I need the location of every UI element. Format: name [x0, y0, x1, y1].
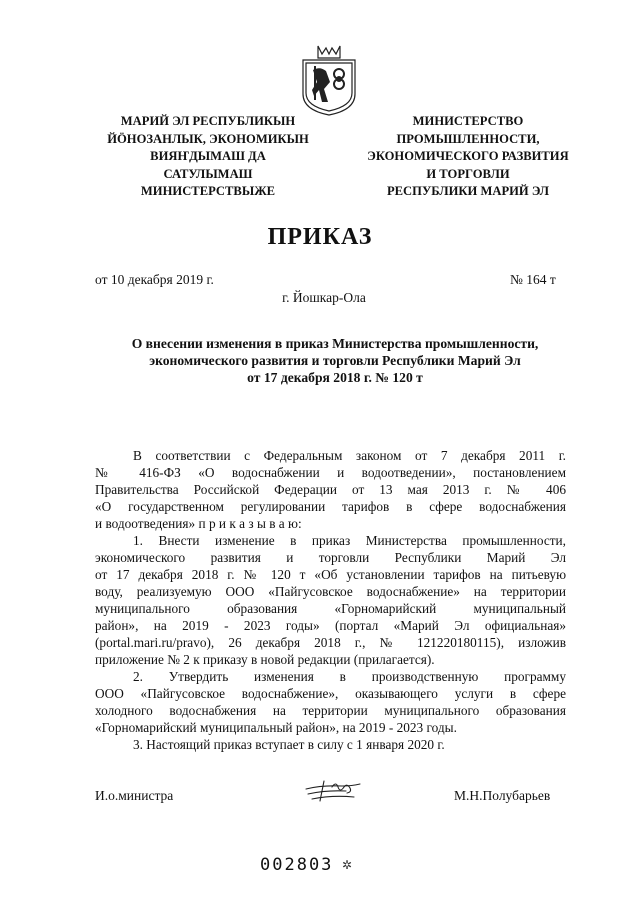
body-line: приложение № 2 к приказу в новой редакции (прилагается). [95, 652, 435, 667]
subject-line: О внесении изменения в приказ Министерства промышленности, [131, 336, 539, 351]
body-line: (portal.mari.ru/pravo), 26 декабря 2018 г., № 121220180115), изложив [95, 635, 566, 650]
body-line: № 416-ФЗ «О водоснабжении и водоотведении», постановлением [95, 465, 566, 480]
handwritten-signature [302, 775, 364, 805]
header-right-line: И ТОРГОВЛИ [426, 166, 510, 181]
header-left-line: МАРИЙ ЭЛ РЕСПУБЛИКЫН [120, 114, 296, 128]
body-line: холодного водоснабжения на территории муниципального образования [95, 703, 566, 718]
header-right-line: ЭКОНОМИЧЕСКОГО РАЗВИТИЯ [367, 149, 569, 163]
signatory-role: И.о.министра [95, 788, 174, 803]
header-right-line: РЕСПУБЛИКИ МАРИЙ ЭЛ [386, 184, 550, 198]
body-line: В соответствии с Федеральным законом от 7 декабря 2011 г. [133, 448, 566, 463]
header-right-line: МИНИСТЕРСТВО [412, 114, 524, 128]
body-line: 3. Настоящий приказ вступает в силу с 1 января 2020 г. [133, 737, 445, 752]
header-left-line: ВИЯҤДЫМАШ ДА [150, 149, 266, 163]
serial-number: 002803 [260, 855, 334, 875]
subject-line: от 17 декабря 2018 г. № 120 т [247, 370, 423, 385]
header-left-line: САТУЛЫМАШ [163, 166, 253, 181]
order-date: от 10 декабря 2019 г. [95, 272, 214, 287]
issue-city: г. Йошкар-Ола [282, 290, 366, 305]
subject-line: экономического развития и торговли Республики Марий Эл [149, 353, 521, 368]
header-left-line: МИНИСТЕРСТВЫЖЕ [140, 184, 276, 198]
order-subject [95, 335, 575, 386]
ministry-name-russian [346, 113, 590, 201]
coat-of-arms-icon [300, 44, 358, 116]
document-title: ПРИКАЗ [267, 224, 373, 250]
header-left-line: ЙÖНОЗАНЛЫК, ЭКОНОМИКЫН [107, 131, 309, 146]
body-line: 1. Внести изменение в приказ Министерства промышленности, [133, 533, 566, 548]
body-line: «Горномарийский муниципальный район», на 2019 - 2023 годы. [95, 720, 457, 735]
body-line: и водоотведения» п р и к а з ы в а ю: [95, 516, 302, 531]
body-line: муниципального образования «Горномарийский муниципальный [95, 601, 566, 616]
body-line: «О государственном регулировании тарифов в сфере водоснабжения [95, 499, 566, 514]
header-right-line: ПРОМЫШЛЕННОСТИ, [396, 131, 540, 146]
body-line: 2. Утвердить изменения в производственную программу [133, 669, 566, 684]
body-line: экономического развития и торговли Республики Марий Эл [95, 550, 566, 565]
order-body [95, 447, 566, 753]
body-line: район», на 2019 - 2023 годы» (портал «Марий Эл официальная» [95, 618, 566, 633]
body-line: от 17 декабря 2018 г. № 120 т «Об установлении тарифов на питьевую [95, 567, 566, 582]
ministry-name-mari [88, 113, 328, 201]
signatory-name: М.Н.Полубарьев [454, 788, 551, 803]
body-line: Правительства Российской Федерации от 13 мая 2013 г. № 406 [95, 482, 566, 497]
rosette-icon: ✲ [342, 858, 353, 872]
body-line: ООО «Пайгусовское водоснабжение», оказывающего услуги в сфере [95, 686, 566, 701]
order-number: № 164 т [510, 272, 556, 287]
body-line: воду, реализуемую ООО «Пайгусовское водоснабжение» на территории [95, 584, 566, 599]
